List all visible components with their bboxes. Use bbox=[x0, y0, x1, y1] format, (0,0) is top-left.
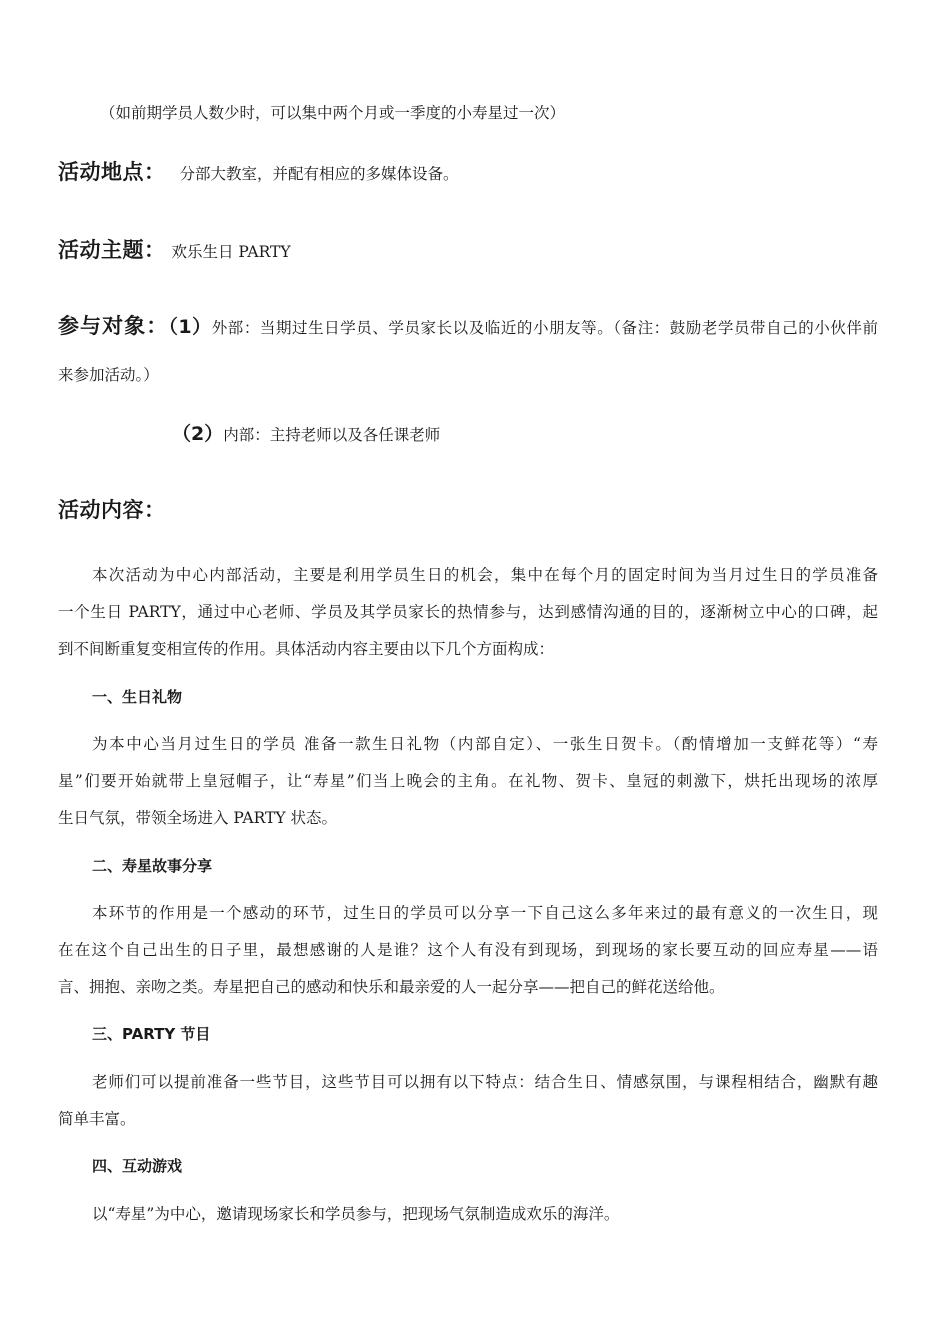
external-text-cont: 来参加活动。） bbox=[58, 366, 159, 384]
theme-label: 活动主题： bbox=[58, 238, 166, 262]
internal-text: 内部：主持老师以及各任课老师 bbox=[223, 426, 441, 444]
internal-row bbox=[172, 424, 878, 445]
section-title-story: 二、寿星故事分享 bbox=[92, 857, 213, 875]
intro-line-1: 本次活动为中心内部活动，主要是利用学员生日的机会，集中在每个月的固定时间为当月过生日的学员准备 bbox=[92, 566, 878, 584]
section-title-program: 三、PARTY 节目 bbox=[92, 1025, 211, 1043]
content-heading bbox=[58, 500, 878, 522]
note-line: （如前期学员人数少时，可以集中两个月或一季度的小寿星过一次） bbox=[100, 104, 566, 122]
location-row bbox=[58, 162, 878, 184]
section-title-games: 四、互动游戏 bbox=[92, 1157, 183, 1175]
program-line-2: 简单丰富。 bbox=[58, 1110, 136, 1128]
gift-line-2: 星”们要开始就带上皇冠帽子，让“寿星”们当上晚会的主角。在礼物、贺卡、皇冠的刺激下，烘托出现场的浓厚 bbox=[58, 772, 878, 790]
games-line-1: 以“寿星”为中心，邀请现场家长和学员参与，把现场气氛制造成欢乐的海洋。 bbox=[92, 1205, 620, 1223]
theme-row bbox=[58, 240, 878, 262]
location-value: 分部大教室，并配有相应的多媒体设备。 bbox=[179, 165, 459, 183]
story-line-1: 本环节的作用是一个感动的环节，过生日的学员可以分享一下自己这么多年来过的最有意义的一次生日，现 bbox=[92, 904, 878, 922]
internal-number: （2） bbox=[172, 423, 224, 445]
intro-line-2: 一个生日 PARTY，通过中心老师、学员及其学员家长的热情参与，达到感情沟通的目的，逐渐树立中心的口碑，起 bbox=[58, 603, 878, 621]
theme-value: 欢乐生日 PARTY bbox=[171, 243, 291, 261]
gift-line-3: 生日气氛，带领全场进入 PARTY 状态。 bbox=[58, 809, 338, 827]
participants-label: 参与对象： bbox=[58, 314, 169, 338]
gift-line-1: 为本中心当月过生日的学员 准备一款生日礼物（内部自定）、一张生日贺卡。（酌情增加一支鲜花等）“寿 bbox=[92, 735, 878, 753]
section-title-gift: 一、生日礼物 bbox=[92, 688, 183, 706]
participants-row bbox=[58, 316, 878, 338]
external-text: 外部：当期过生日学员、学员家长以及临近的小朋友等。（备注：鼓励老学员带自己的小伙伴前 bbox=[211, 319, 878, 337]
story-line-2: 在在这个自己出生的日子里，最想感谢的人是谁？这个人有没有到现场，到现场的家长要互动的回应寿星——语 bbox=[58, 941, 878, 959]
story-line-3: 言、拥抱、亲吻之类。寿星把自己的感动和快乐和最亲爱的人一起分享——把自己的鲜花送给他。 bbox=[58, 978, 725, 996]
program-line-1: 老师们可以提前准备一些节目，这些节目可以拥有以下特点：结合生日、情感氛围，与课程相结合，幽默有趣 bbox=[92, 1073, 878, 1091]
content-label: 活动内容： bbox=[58, 498, 166, 522]
intro-line-3: 到不间断重复变相宣传的作用。具体活动内容主要由以下几个方面构成： bbox=[58, 640, 555, 658]
external-number: （1） bbox=[168, 316, 212, 338]
location-label: 活动地点： bbox=[58, 160, 166, 184]
